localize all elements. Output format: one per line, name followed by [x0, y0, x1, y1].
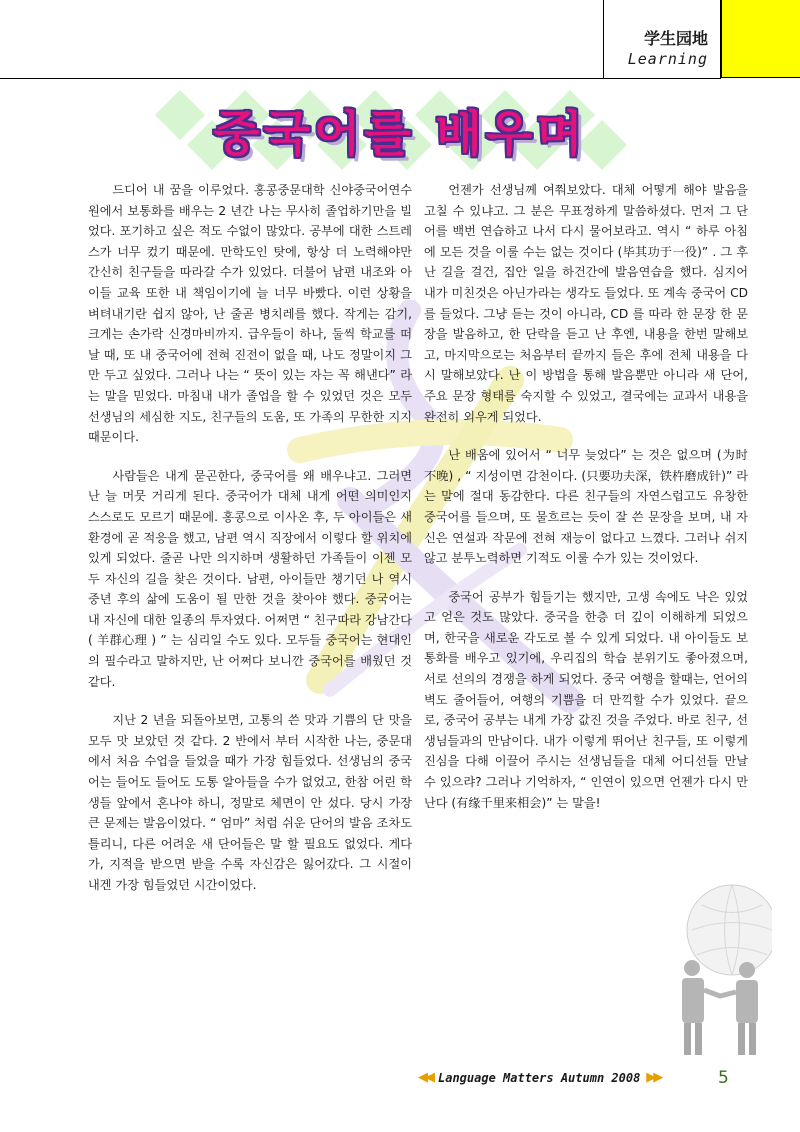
paragraph: 난 배움에 있어서 “ 너무 늦었다” 는 것은 없으며 (为时不晚) , “ 지성이면 감천이다. (只要功夫深，铁杵磨成针)” 라는 말에 절대 동감한다. 다른 친구들의 자연스럽고도 유창한 중국어를 들으며, 또 물흐르는 듯이 잘 쓴 문장을 보며, 내 자신은 연설과 작문에 전혀 재능이 없다고 느꼈다. 그러나 쉬지않고 분투노력하면 기적도 이룰 수가 있는 것이었다. [424, 448, 748, 566]
article-title: 중국어를 배우며 [213, 106, 587, 162]
section-title-chinese: 学生园地 [643, 29, 708, 48]
article-column-left [88, 180, 412, 896]
double-arrow-right-icon: ▶▶ [646, 1070, 661, 1085]
paragraph: 언젠가 선생님께 여쭤보았다. 대체 어떻게 해야 발음을 고칠 수 있냐고. 그 분은 무표정하게 말씀하셨다. 먼저 그 단어를 백번 연습하고 나서 다시 물어보라고. 역시 “ 하루 아침에 모든 것을 이룰 수는 없는 것이다 (毕其功于一役)” . 그 후 난 길을 걸건, 집안 일을 하건간에 발음연습을 했다. 심지어 내가 미친것은 아닌가라는 생각도 들었다. 또 계속 중국어 CD 를 들었다. 그냥 듣는 것이 아니라, CD 를 따라 한 문장 한 문장을 발음하고, 한 단락을 듣고 난 후엔, 내용을 한번 말해보고, 마지막으로는 처음부터 끝까지 들은 후에 전체 내용을 다시 말해보았다. 난 이 방법을 통해 발음뿐만 아니라 새 단어, 주요 문장 형태를 숙지할 수 있었고, 결국에는 교과서 내용을 완전히 외우게 되었다. [424, 183, 748, 424]
article-column-right [424, 180, 748, 813]
section-header [603, 0, 721, 79]
accent-box [721, 0, 800, 78]
footer [418, 1070, 660, 1085]
paragraph: 사람들은 내게 묻곤한다, 중국어를 왜 배우냐고. 그러면 난 늘 머뭇 거리게 된다. 중국어가 대체 내게 어떤 의미인지 스스로도 모르기 때문에. 홍콩으로 이사온 후, 두 아이들은 새 환경에 곧 적응을 했고, 남편 역시 직장에서 이렇다 할 위치에 있게 되었다. 줄곧 나만 의지하며 생활하던 가족들이 이젠 모두 자신의 길을 찾은 것이다. 남편, 아이들만 챙기던 나 역시 중년 후의 삶에 도움이 될 만한 것을 찾아야 했다. 중국어는 내 자신에 대한 일종의 투자였다. 어쩌면 “ 친구따라 강남간다 ( 羊群心理 ) ” 는 심리일 수도 있다. 모두들 중국어는 현대인의 필수라고 말하지만, 난 어쩌다 보니깐 중국어를 배웠던 것 같다. [88, 468, 412, 689]
paragraph: 드디어 내 꿈을 이루었다. 홍콩중문대학 신야중국어연수원에서 보통화를 배우는 2 년간 나는 무사히 졸업하기만을 빌었다. 포기하고 싶은 적도 수없이 많았다. 공부에 대한 스트레스가 너무 컸기 때문에. 만학도인 탓에, 항상 더 노력해야만 간신히 친구들을 따라갈 수가 있었다. 더불어 남편 내조와 아이들 교육 또한 내 책임이기에 늘 너무 바빴다. 이런 상황을 벼텨내기란 쉽지 않아, 난 줄곧 병치레를 했다. 작게는 감기, 크게는 손가락 신경마비까지. 급우들이 하나, 둘씩 학교를 떠날 때, 또 내 중국어에 전혀 진전이 없을 때, 나도 정말이지 그만 두고 싶었다. 그러나 나는 “ 뜻이 있는 자는 꼭 해낸다” 라는 말을 믿었다. 마침내 내가 졸업을 할 수 있었던 것은 모두 선생님의 세심한 지도, 친구들의 도움, 또 가족의 무한한 지지때문이다. [88, 183, 412, 445]
page-number: 5 [718, 1068, 729, 1088]
handshake-globe-icon [662, 880, 772, 1060]
paragraph: 중국어 공부가 힘들기는 했지만, 고생 속에도 낙은 있었고 얻은 것도 많았다. 중국을 한층 더 깊이 이해하게 되었으며, 한국을 새로운 각도로 볼 수 있게 되었다. 내 아이들도 보통화를 배우고 있기에, 우리집의 학습 분위기도 좋아졌으며, 서로 선의의 경쟁을 하게 되었다. 중국 여행을 할때는, 언어의 벽도 줄어들어, 여행의 기쁨을 더 만끽할 수가 있었다. 끝으로, 중국어 공부는 내게 가장 값진 것을 주었다. 바로 친구, 선생님들과의 만남이다. 내가 이렇게 뛰어난 친구들, 또 이렇게 진심을 다해 이끌어 주시는 선생님들을 대체 어디선들 만날 수 있으랴? 그러나 기억하자, “ 인연이 있으면 언젠가 다시 만난다 (有缘千里来相会)” 는 말을! [424, 589, 748, 810]
double-arrow-left-icon: ◀◀ [418, 1070, 432, 1085]
publication-title: Language Matters Autumn 2008 [438, 1070, 641, 1085]
section-title-english: Learning [627, 50, 708, 68]
paragraph: 지난 2 년을 되돌아보면, 고통의 쓴 맛과 기쁨의 단 맛을 모두 맛 보았던 것 같다. 2 반에서 부터 시작한 나는, 중문대에서 처음 수업을 들었을 때가 가장 힘들었다. 선생님의 중국어는 들어도 들어도 도통 알아들을 수가 없었고, 한참 어린 학생들 앞에서 혼나야 하니, 정말로 체면이 안 섰다. 당시 가장 큰 문제는 발음이었다. “ 엄마” 처럼 쉬운 단어의 발음 조차도 틀리니, 다른 어려운 새 단어들은 말 할 필요도 없었다. 게다가, 지적을 받으면 받을 수록 자신감은 잃어갔다. 그 시절이 내겐 가장 힘들었던 시간이었다. [88, 713, 412, 892]
